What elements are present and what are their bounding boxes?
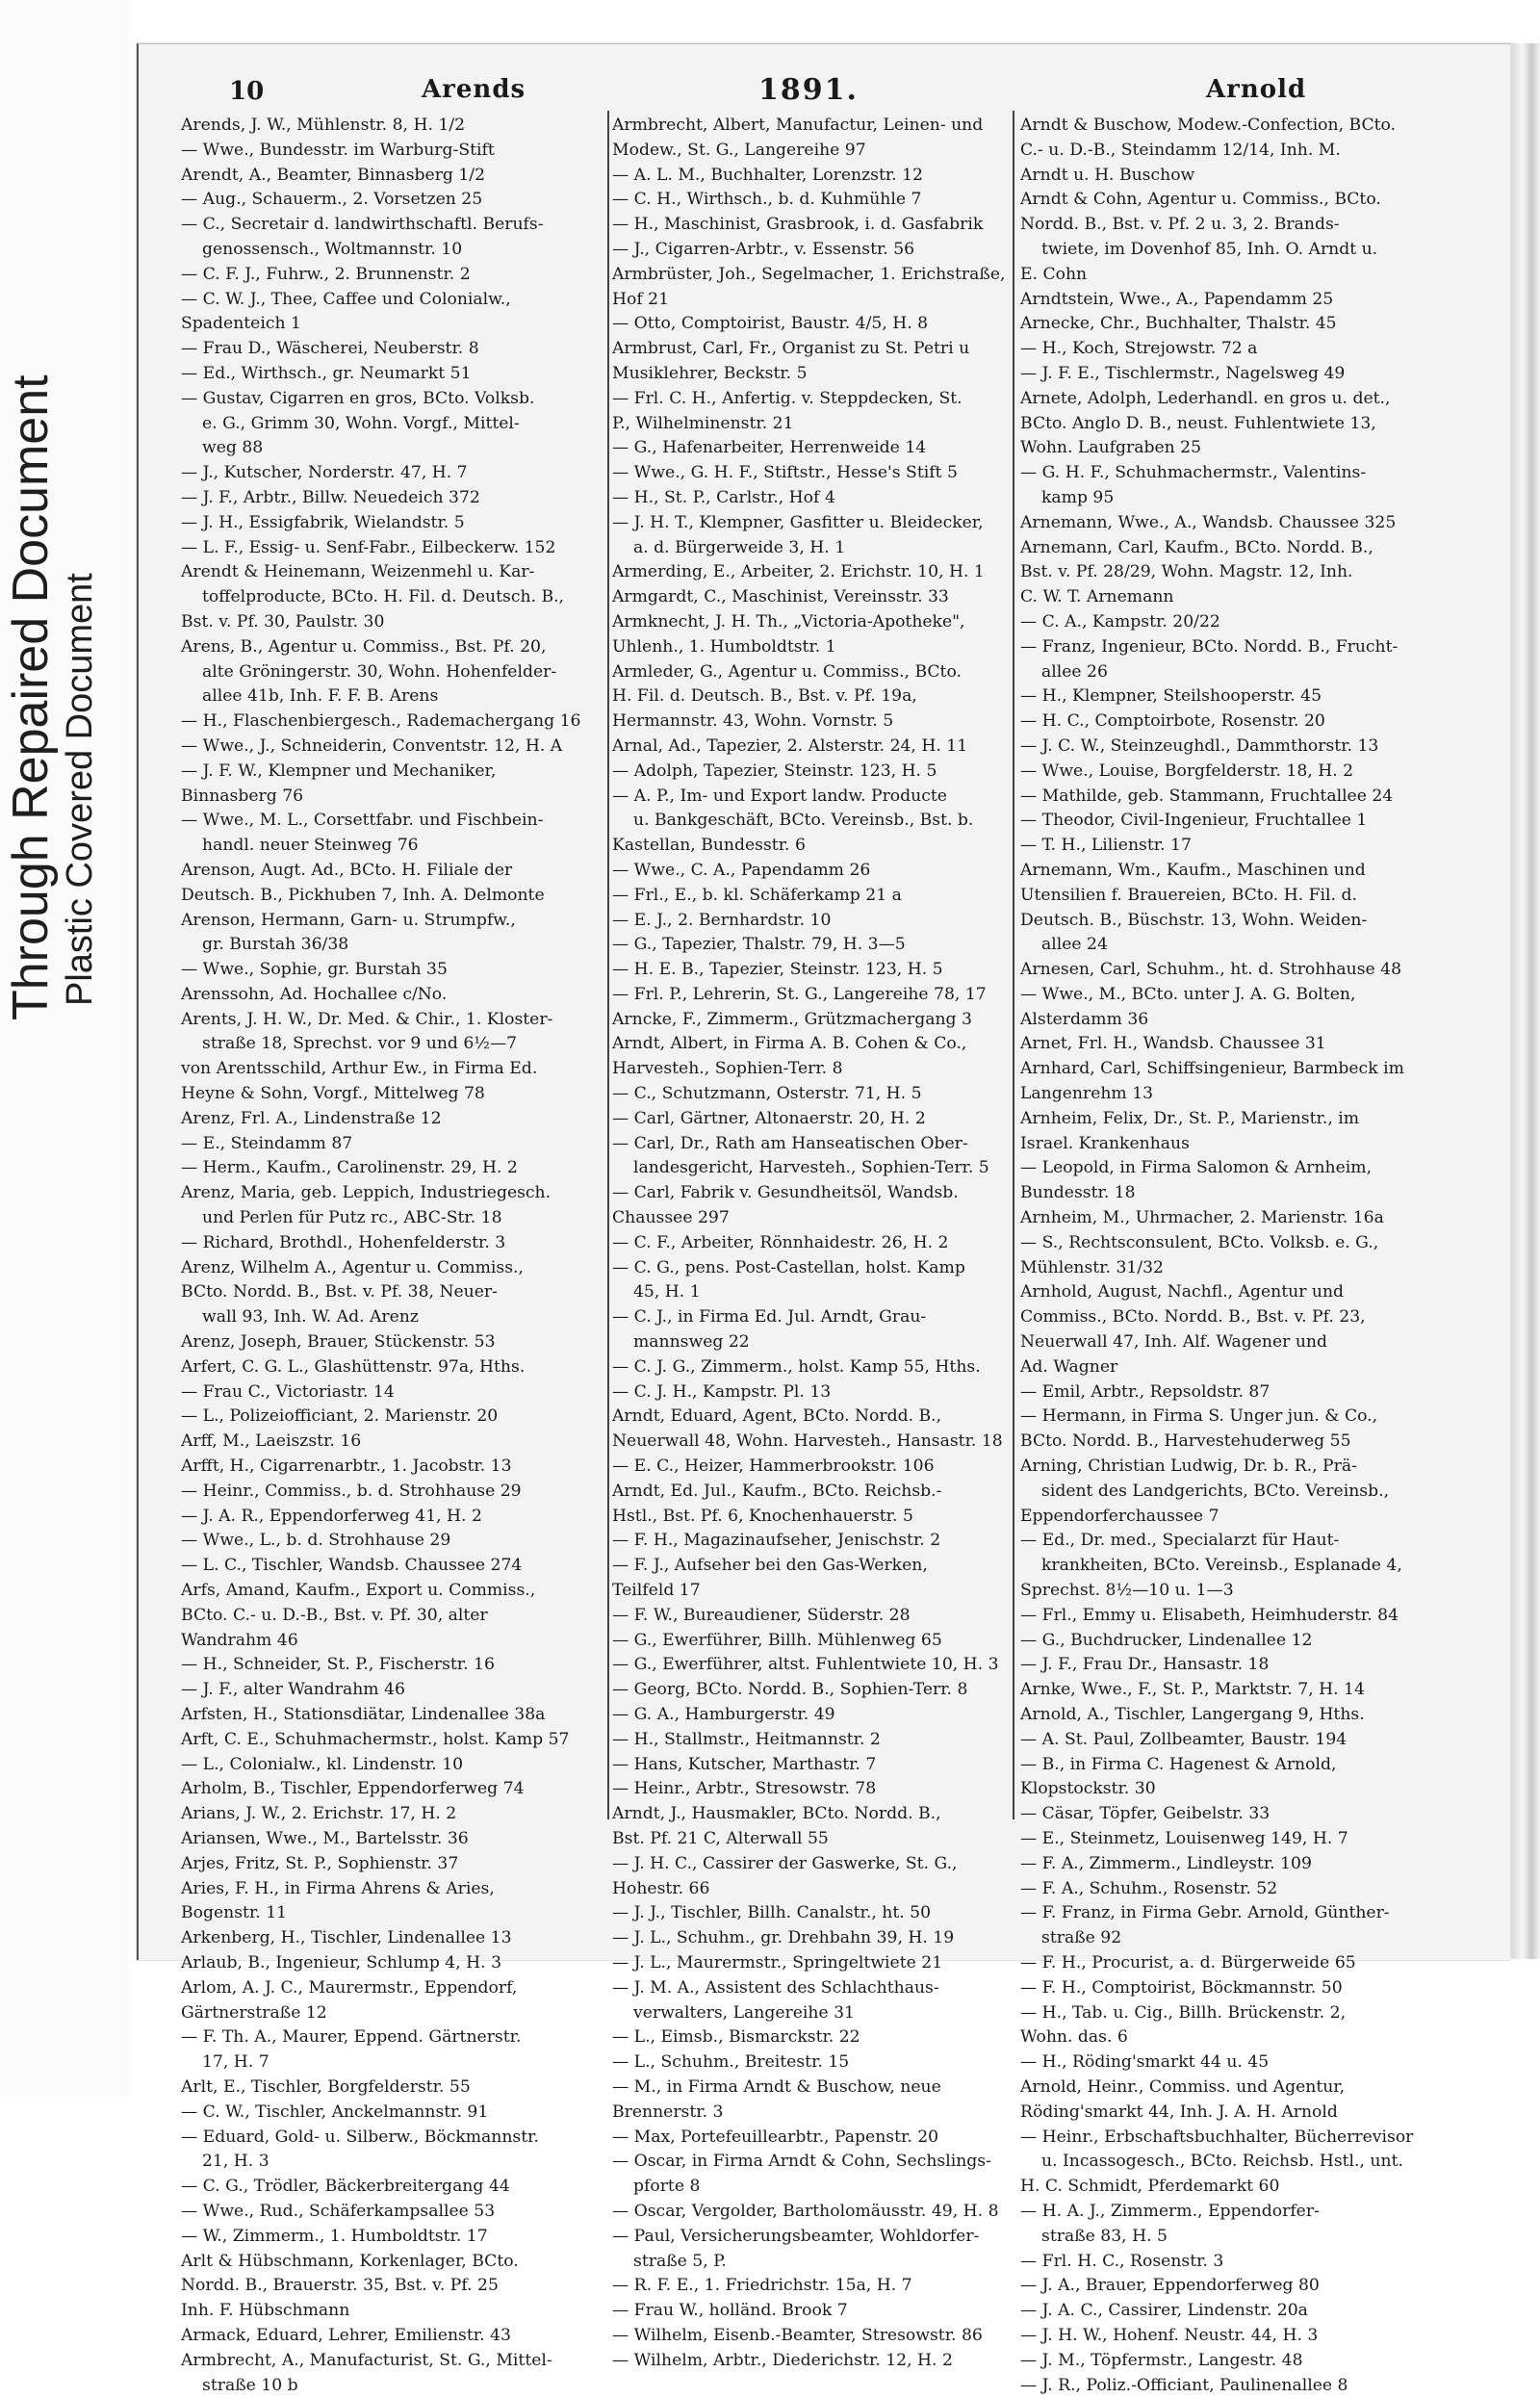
directory-entry-line: Bogenstr. 11: [181, 1903, 288, 1923]
directory-entry-line: — A. St. Paul, Zollbeamter, Baustr. 194: [1020, 1729, 1348, 1749]
directory-entry-line: — Hans, Kutscher, Marthastr. 7: [612, 1754, 877, 1774]
directory-entry-line: BCto. Nordd. B., Bst. v. Pf. 38, Neuer-: [181, 1282, 498, 1302]
directory-entry-line: Arnheim, M., Uhrmacher, 2. Marienstr. 16a: [1020, 1208, 1384, 1228]
directory-entry-line: Arends, J. W., Mühlenstr. 8, H. 1/2: [181, 116, 466, 135]
directory-entry-line: — J. F., alter Wandrahm 46: [181, 1680, 405, 1700]
directory-entry-line: — Frau C., Victoriastr. 14: [181, 1381, 395, 1402]
directory-entry-line: — H., Maschinist, Grasbrook, i. d. Gasfabrik: [612, 215, 984, 235]
directory-entry-line: Arnemann, Wwe., A., Wandsb. Chaussee 325: [1020, 512, 1397, 532]
directory-entry-line: — Frau D., Wäscherei, Neuberstr. 8: [181, 339, 479, 359]
directory-entry-line: Röding'smarkt 44, Inh. J. A. H. Arnold: [1020, 2101, 1338, 2122]
directory-entry-line: — J. F., Frau Dr., Hansastr. 18: [1020, 1655, 1270, 1675]
directory-entry-line: — H., Tab. u. Cig., Billh. Brückenstr. 2,: [1020, 2002, 1347, 2023]
directory-entry-line: — L., Eimsb., Bismarckstr. 22: [612, 2027, 860, 2048]
directory-entry-line: — Emil, Arbtr., Repsoldstr. 87: [1020, 1381, 1270, 1402]
directory-entry-line: — Wwe., Rud., Schäferkampsallee 53: [181, 2201, 496, 2221]
directory-entry-line: — J. C. W., Steinzeughdl., Dammthorstr. 13: [1020, 735, 1379, 756]
directory-entry-line: Uhlenh., 1. Humboldtstr. 1: [612, 636, 836, 657]
directory-entry-line: Musiklehrer, Beckstr. 5: [612, 363, 808, 383]
directory-entry-line: Ad. Wagner: [1020, 1356, 1118, 1377]
side-stamp-plastic: Plastic Covered Document: [60, 573, 100, 1006]
directory-entry-line: Arenz, Maria, geb. Leppich, Industriegesch.: [181, 1183, 552, 1203]
directory-entry-line: — C. J., in Firma Ed. Jul. Arndt, Grau-: [612, 1307, 927, 1328]
directory-entry-line: — J., Cigarren-Arbtr., v. Essenstr. 56: [612, 239, 915, 259]
directory-entry-line: — H., Koch, Strejowstr. 72 a: [1020, 339, 1258, 359]
directory-entry-line: — H., Flaschenbiergesch., Rademachergang 16: [181, 711, 581, 732]
directory-entry-line: allee 26: [1041, 661, 1108, 682]
directory-entry-line: — H., St. P., Carlstr., Hof 4: [612, 487, 835, 507]
directory-entry-line: — Gustav, Cigarren en gros, BCto. Volksb.: [181, 388, 535, 408]
directory-entry-line: Bst. Pf. 21 C, Alterwall 55: [612, 1828, 829, 1848]
directory-entry-line: — S., Rechtsconsulent, BCto. Volksb. e. G.,: [1020, 1232, 1379, 1252]
directory-entry-line: landesgericht, Harvesteh., Sophien-Terr. 5: [633, 1158, 989, 1178]
directory-entry-line: Arndt, Albert, in Firma A. B. Cohen & Co.,: [612, 1034, 967, 1054]
directory-entry-line: Arholm, B., Tischler, Eppendorferweg 74: [181, 1779, 525, 1799]
directory-entry-line: straße 92: [1041, 1928, 1122, 1948]
directory-entry-line: Arents, J. H. W., Dr. Med. & Chir., 1. Kloster-: [181, 1009, 553, 1029]
directory-entry-line: — L., Schuhm., Breitestr. 15: [612, 2052, 850, 2073]
directory-entry-line: Arncke, F., Zimmerm., Grützmachergang 3: [612, 1009, 972, 1029]
directory-entry-line: — Wwe., M. L., Corsettfabr. und Fischbein-: [181, 811, 544, 831]
directory-entry-line: Arendt & Heinemann, Weizenmehl u. Kar-: [181, 562, 535, 582]
directory-entry-line: Arndt & Cohn, Agentur u. Commiss., BCto.: [1020, 190, 1381, 210]
directory-entry-line: straße 5, P.: [633, 2251, 727, 2271]
scan-margin: [0, 0, 130, 2096]
directory-entry-line: Arnemann, Carl, Kaufm., BCto. Nordd. B.,: [1020, 537, 1373, 557]
directory-entry-line: Sprechst. 8½—10 u. 1—3: [1020, 1581, 1234, 1601]
directory-entry-line: Arndtstein, Wwe., A., Papendamm 25: [1020, 289, 1334, 309]
directory-entry-line: — F. Franz, in Firma Gebr. Arnold, Günther-: [1020, 1903, 1390, 1923]
directory-entry-line: Inh. F. Hübschmann: [181, 2301, 350, 2321]
page-edge: [1511, 43, 1540, 1959]
directory-entry-line: — Hermann, in Firma S. Unger jun. & Co.,: [1020, 1406, 1378, 1427]
directory-entry-line: Hermannstr. 43, Wohn. Vornstr. 5: [612, 711, 894, 732]
directory-entry-line: Arfert, C. G. L., Glashüttenstr. 97a, Hths.: [181, 1356, 526, 1377]
directory-entry-line: BCto. Nordd. B., Harvestehuderweg 55: [1020, 1431, 1351, 1452]
directory-entry-line: Nordd. B., Brauerstr. 35, Bst. v. Pf. 25: [181, 2276, 499, 2296]
directory-entry-line: Arnhard, Carl, Schiffsingenieur, Barmbeck im: [1020, 1059, 1404, 1079]
directory-entry-line: Gärtnerstraße 12: [181, 2002, 327, 2023]
directory-entry-line: allee 24: [1041, 935, 1108, 955]
directory-entry-line: — F. W., Bureaudiener, Süderstr. 28: [612, 1605, 911, 1625]
directory-entry-line: Mühlenstr. 31/32: [1020, 1257, 1164, 1277]
directory-entry-line: e. G., Grimm 30, Wohn. Vorgf., Mittel-: [202, 413, 520, 433]
directory-entry-line: u. Bankgeschäft, BCto. Vereinsb., Bst. b.: [633, 811, 974, 831]
directory-entry-line: Heyne & Sohn, Vorgf., Mittelweg 78: [181, 1084, 485, 1104]
directory-entry-line: — J. J., Tischler, Billh. Canalstr., ht. 50: [612, 1903, 932, 1923]
directory-entry-line: — Frl., E., b. kl. Schäferkamp 21 a: [612, 885, 902, 905]
directory-entry-line: — H., Klempner, Steilshooperstr. 45: [1020, 686, 1322, 707]
directory-entry-line: — C. W. J., Thee, Caffee und Colonialw.,: [181, 289, 511, 309]
directory-entry-line: Armbrüster, Joh., Segelmacher, 1. Erichstraße,: [612, 264, 1006, 284]
directory-entry-line: — J. H. W., Hohenf. Neustr. 44, H. 3: [1020, 2325, 1319, 2345]
directory-entry-line: Arft, C. E., Schuhmachermstr., holst. Kamp 57: [181, 1729, 570, 1749]
directory-entry-line: Armbrecht, A., Manufacturist, St. G., Mittel-: [181, 2350, 552, 2370]
directory-entry-line: — H., Stallmstr., Heitmannstr. 2: [612, 1729, 881, 1749]
directory-entry-line: Arff, M., Laeiszstr. 16: [181, 1431, 362, 1452]
directory-entry-line: — H. A. J., Zimmerm., Eppendorfer-: [1020, 2201, 1320, 2221]
directory-entry-line: Langenrehm 13: [1020, 1084, 1154, 1104]
directory-entry-line: Brennerstr. 3: [612, 2101, 724, 2122]
directory-entry-line: — H. E. B., Tapezier, Steinstr. 123, H. 5: [612, 960, 943, 980]
directory-column-3: [1020, 114, 1450, 2395]
directory-entry-line: Armleder, G., Agentur u. Commiss., BCto.: [612, 661, 962, 682]
directory-entry-line: — F. H., Comptoirist, Böckmannstr. 50: [1020, 1977, 1343, 1998]
directory-entry-line: Arenson, Augt. Ad., BCto. H. Filiale der: [181, 860, 513, 880]
directory-entry-line: — G., Ewerführer, Billh. Mühlenweg 65: [612, 1630, 942, 1650]
directory-entry-line: Arlt & Hübschmann, Korkenlager, BCto.: [181, 2251, 519, 2271]
directory-entry-line: BCto. C.- u. D.-B., Bst. v. Pf. 30, alter: [181, 1605, 488, 1625]
directory-entry-line: — Aug., Schauerm., 2. Vorsetzen 25: [181, 190, 483, 210]
directory-entry-line: und Perlen für Putz rc., ABC-Str. 18: [202, 1208, 502, 1228]
directory-entry-line: — L., Polizeiofficiant, 2. Marienstr. 20: [181, 1406, 499, 1427]
directory-entry-line: Arnheim, Felix, Dr., St. P., Marienstr., im: [1020, 1108, 1360, 1128]
directory-entry-line: 17, H. 7: [202, 2052, 270, 2073]
directory-entry-line: — G., Tapezier, Thalstr. 79, H. 3—5: [612, 935, 906, 955]
directory-entry-line: Arenz, Joseph, Brauer, Stückenstr. 53: [181, 1332, 496, 1353]
directory-entry-line: — F. H., Magazinaufseher, Jenischstr. 2: [612, 1531, 941, 1551]
directory-entry-line: Hof 21: [612, 289, 670, 309]
directory-entry-line: P., Wilhelminenstr. 21: [612, 413, 794, 433]
directory-entry-line: — Wwe., Bundesstr. im Warburg-Stift: [181, 140, 495, 160]
directory-entry-line: Israel. Krankenhaus: [1020, 1133, 1190, 1153]
directory-entry-line: Arnke, Wwe., F., St. P., Marktstr. 7, H. 14: [1020, 1680, 1365, 1700]
directory-entry-line: — A. P., Im- und Export landw. Producte: [612, 786, 947, 806]
directory-entry-line: Deutsch. B., Pickhuben 7, Inh. A. Delmonte: [181, 885, 545, 905]
directory-entry-line: — H., Röding'smarkt 44 u. 45: [1020, 2052, 1270, 2073]
directory-entry-line: 21, H. 3: [202, 2152, 270, 2172]
directory-column-1: [181, 114, 604, 2395]
directory-entry-line: Arjes, Fritz, St. P., Sophienstr. 37: [181, 1853, 459, 1873]
directory-entry-line: — G. A., Hamburgerstr. 49: [612, 1705, 835, 1724]
directory-entry-line: Arlaub, B., Ingenieur, Schlump 4, H. 3: [181, 1952, 501, 1973]
directory-entry-line: Aries, F. H., in Firma Ahrens & Aries,: [181, 1878, 495, 1898]
directory-entry-line: straße 83, H. 5: [1041, 2226, 1168, 2246]
directory-entry-line: — Oscar, Vergolder, Bartholomäusstr. 49, H. 8: [612, 2201, 999, 2221]
directory-entry-line: — Frl., Emmy u. Elisabeth, Heimhuderstr. 84: [1020, 1605, 1399, 1625]
directory-entry-line: — Carl, Fabrik v. Gesundheitsöl, Wandsb.: [612, 1183, 959, 1203]
directory-entry-line: — E. J., 2. Bernhardstr. 10: [612, 910, 832, 930]
directory-entry-line: straße 10 b: [202, 2375, 298, 2395]
directory-entry-line: Arkenberg, H., Tischler, Lindenallee 13: [181, 1928, 512, 1948]
directory-entry-line: — C. F. J., Fuhrw., 2. Brunnenstr. 2: [181, 264, 471, 284]
directory-entry-line: Modew., St. G., Langereihe 97: [612, 140, 866, 160]
directory-entry-line: Arnhold, August, Nachfl., Agentur und: [1020, 1282, 1345, 1302]
directory-entry-line: — Frau W., holländ. Brook 7: [612, 2301, 848, 2321]
directory-entry-line: Hstl., Bst. Pf. 6, Knochenhauerstr. 5: [612, 1506, 913, 1526]
directory-entry-line: Teilfeld 17: [612, 1581, 701, 1601]
directory-entry-line: genossensch., Woltmannstr. 10: [202, 239, 463, 259]
directory-entry-line: Chaussee 297: [612, 1208, 730, 1228]
directory-entry-line: 45, H. 1: [633, 1282, 701, 1302]
directory-entry-line: — Frl. C. H., Anfertig. v. Steppdecken, St.: [612, 388, 962, 408]
directory-entry-line: Armerding, E., Arbeiter, 2. Erichstr. 10, H. 1: [612, 562, 985, 582]
directory-entry-line: Armack, Eduard, Lehrer, Emilienstr. 43: [181, 2325, 511, 2345]
directory-entry-line: — L. F., Essig- u. Senf-Fabr., Eilbeckerw. 152: [181, 537, 556, 557]
directory-entry-line: — F. A., Zimmerm., Lindleystr. 109: [1020, 1853, 1312, 1873]
directory-entry-line: sident des Landgerichts, BCto. Vereinsb.,: [1041, 1481, 1390, 1501]
directory-entry-line: Arfs, Amand, Kaufm., Export u. Commiss.,: [181, 1581, 536, 1601]
directory-entry-line: krankheiten, BCto. Vereinsb., Esplanade 4,: [1041, 1556, 1402, 1576]
directory-entry-line: — Wwe., Sophie, gr. Burstah 35: [181, 960, 448, 980]
directory-entry-line: verwalters, Langereihe 31: [633, 2002, 855, 2023]
directory-entry-line: Arndt u. H. Buschow: [1020, 165, 1195, 185]
directory-entry-line: Utensilien f. Brauereien, BCto. H. Fil. d.: [1020, 885, 1357, 905]
directory-entry-line: — J. M., Töpfermstr., Langestr. 48: [1020, 2350, 1303, 2370]
directory-entry-line: — J. A. C., Cassirer, Lindenstr. 20a: [1020, 2301, 1308, 2321]
directory-entry-line: E. Cohn: [1020, 264, 1088, 284]
directory-entry-line: weg 88: [202, 438, 264, 458]
directory-entry-line: — R. F. E., 1. Friedrichstr. 15a, H. 7: [612, 2276, 912, 2296]
directory-entry-line: Arnete, Adolph, Lederhandl. en gros u. det.,: [1020, 388, 1391, 408]
side-stamp-repaired: Through Repaired Document: [3, 374, 59, 1020]
directory-entry-line: — G., Hafenarbeiter, Herrenweide 14: [612, 438, 927, 458]
directory-entry-line: u. Incassogesch., BCto. Reichsb. Hstl., unt.: [1041, 2152, 1403, 2172]
directory-entry-line: C. W. T. Arnemann: [1020, 587, 1174, 607]
directory-entry-line: — J. H. C., Cassirer der Gaswerke, St. G.,: [612, 1853, 958, 1873]
directory-entry-line: Arfsten, H., Stationsdiätar, Lindenallee 38a: [181, 1705, 546, 1724]
directory-entry-line: — J. F., Arbtr., Billw. Neuedeich 372: [181, 487, 480, 507]
directory-entry-line: — Adolph, Tapezier, Steinstr. 123, H. 5: [612, 761, 937, 781]
directory-entry-line: Arenz, Wilhelm A., Agentur u. Commiss.,: [181, 1257, 524, 1277]
directory-entry-line: Bst. v. Pf. 30, Paulstr. 30: [181, 611, 385, 632]
directory-entry-line: — E., Steinmetz, Louisenweg 149, H. 7: [1020, 1828, 1348, 1848]
directory-entry-line: — Wilhelm, Eisenb.-Beamter, Stresowstr. 86: [612, 2325, 983, 2345]
directory-entry-line: a. d. Bürgerweide 3, H. 1: [633, 537, 846, 557]
directory-column-2: [612, 114, 1032, 2370]
directory-entry-line: — Theodor, Civil-Ingenieur, Fruchtallee 1: [1020, 811, 1368, 831]
directory-entry-line: — W., Zimmerm., 1. Humboldtstr. 17: [181, 2226, 488, 2246]
directory-entry-line: — Wwe., G. H. F., Stiftstr., Hesse's Stift 5: [612, 463, 958, 483]
directory-entry-line: — J., Kutscher, Norderstr. 47, H. 7: [181, 463, 468, 483]
directory-entry-line: — G. H. F., Schuhmachermstr., Valentins-: [1020, 463, 1367, 483]
directory-entry-line: toffelproducte, BCto. H. Fil. d. Deutsch. B.,: [202, 587, 565, 607]
directory-entry-line: — Oscar, in Firma Arndt & Cohn, Sechslings-: [612, 2152, 991, 2172]
header-year: 1891.: [758, 73, 859, 107]
directory-entry-line: Armknecht, J. H. Th., „Victoria-Apotheke",: [612, 611, 965, 632]
directory-entry-line: — E. C., Heizer, Hammerbrookstr. 106: [612, 1457, 935, 1477]
directory-entry-line: — M., in Firma Arndt & Buschow, neue: [612, 2076, 941, 2097]
directory-entry-line: — Mathilde, geb. Stammann, Fruchtallee 24: [1020, 786, 1394, 806]
directory-entry-line: — C. H., Wirthsch., b. d. Kuhmühle 7: [612, 190, 922, 210]
directory-entry-line: Klopstockstr. 30: [1020, 1779, 1156, 1799]
directory-entry-line: Bundesstr. 18: [1020, 1183, 1136, 1203]
directory-entry-line: Kastellan, Bundesstr. 6: [612, 836, 806, 856]
directory-entry-line: — Paul, Versicherungsbeamter, Wohldorfer-: [612, 2226, 980, 2246]
directory-entry-line: — H., Schneider, St. P., Fischerstr. 16: [181, 1655, 495, 1675]
directory-entry-line: Arens, B., Agentur u. Commiss., Bst. Pf. 20,: [181, 636, 547, 657]
directory-entry-line: Arnesen, Carl, Schuhm., ht. d. Strohhause 48: [1020, 960, 1402, 980]
directory-entry-line: — F. J., Aufseher bei den Gas-Werken,: [612, 1556, 928, 1576]
directory-entry-line: handl. neuer Steinweg 76: [202, 836, 419, 856]
directory-entry-line: — Georg, BCto. Nordd. B., Sophien-Terr. 8: [612, 1680, 968, 1700]
directory-entry-line: — C. F., Arbeiter, Rönnhaidestr. 26, H. 2: [612, 1232, 949, 1252]
directory-entry-line: — Max, Portefeuillearbtr., Papenstr. 20: [612, 2127, 939, 2147]
directory-entry-line: Armbrust, Carl, Fr., Organist zu St. Petri u: [612, 339, 970, 359]
directory-entry-line: twiete, im Dovenhof 85, Inh. O. Arndt u.: [1041, 239, 1378, 259]
directory-entry-line: — F. H., Procurist, a. d. Bürgerweide 65: [1020, 1952, 1356, 1973]
directory-entry-line: Arning, Christian Ludwig, Dr. b. R., Prä-: [1020, 1457, 1357, 1477]
directory-entry-line: — C. J. H., Kampstr. Pl. 13: [612, 1381, 832, 1402]
directory-entry-line: — G., Buchdrucker, Lindenallee 12: [1020, 1630, 1313, 1650]
directory-entry-line: — H. C., Comptoirbote, Rosenstr. 20: [1020, 711, 1325, 732]
directory-entry-line: Arndt, J., Hausmakler, BCto. Nordd. B.,: [612, 1804, 941, 1824]
directory-entry-line: — Wilhelm, Arbtr., Diederichstr. 12, H. 2: [612, 2350, 953, 2370]
directory-entry-line: Wohn. Laufgraben 25: [1020, 438, 1202, 458]
directory-entry-line: — Wwe., J., Schneiderin, Conventstr. 12, H. A: [181, 735, 563, 756]
directory-entry-line: Eppendorferchaussee 7: [1020, 1506, 1219, 1526]
directory-entry-line: Arnemann, Wm., Kaufm., Maschinen und: [1020, 860, 1366, 880]
directory-entry-line: — C., Secretair d. landwirthschaftl. Berufs-: [181, 215, 544, 235]
directory-entry-line: — Otto, Comptoirist, Baustr. 4/5, H. 8: [612, 314, 929, 334]
directory-entry-line: H. C. Schmidt, Pferdemarkt 60: [1020, 2177, 1280, 2197]
directory-entry-line: Arlom, A. J. C., Maurermstr., Eppendorf,: [181, 1977, 518, 1998]
directory-entry-line: — B., in Firma C. Hagenest & Arnold,: [1020, 1754, 1337, 1774]
page-header: [229, 67, 1399, 106]
directory-entry-line: Wandrahm 46: [181, 1630, 298, 1650]
directory-entry-line: — J. F. W., Klempner und Mechaniker,: [181, 761, 497, 781]
directory-entry-line: — Heinr., Commiss., b. d. Strohhause 29: [181, 1481, 522, 1501]
directory-entry-line: Harvesteh., Sophien-Terr. 8: [612, 1059, 843, 1079]
directory-entry-line: Binnasberg 76: [181, 786, 304, 806]
directory-entry-line: alte Gröningerstr. 30, Wohn. Hohenfelder-: [202, 661, 557, 682]
directory-entry-line: — Wwe., Louise, Borgfelderstr. 18, H. 2: [1020, 761, 1354, 781]
directory-entry-line: Arenssohn, Ad. Hochallee c/No.: [181, 984, 448, 1004]
directory-entry-line: Hohestr. 66: [612, 1878, 710, 1898]
directory-entry-line: — C. G., Trödler, Bäckerbreitergang 44: [181, 2177, 510, 2197]
directory-entry-line: — E., Steindamm 87: [181, 1133, 353, 1153]
directory-entry-line: — Eduard, Gold- u. Silberw., Böckmannstr.: [181, 2127, 539, 2147]
directory-entry-line: — Frl. H. C., Rosenstr. 3: [1020, 2251, 1224, 2271]
directory-entry-line: — Heinr., Erbschaftsbuchhalter, Bücherrevisor: [1020, 2127, 1414, 2147]
directory-entry-line: — Wwe., L., b. d. Strohhause 29: [181, 1531, 451, 1551]
directory-entry-line: — Cäsar, Töpfer, Geibelstr. 33: [1020, 1804, 1270, 1824]
directory-entry-line: Arnold, Heinr., Commiss. und Agentur,: [1020, 2076, 1346, 2097]
directory-entry-line: — Franz, Ingenieur, BCto. Nordd. B., Frucht-: [1020, 636, 1399, 657]
directory-entry-line: — J. L., Schuhm., gr. Drehbahn 39, H. 19: [612, 1928, 955, 1948]
directory-entry-line: Commiss., BCto. Nordd. B., Bst. v. Pf. 23,: [1020, 1307, 1366, 1328]
directory-entry-line: mannsweg 22: [633, 1332, 750, 1353]
directory-entry-line: — G., Ewerführer, altst. Fuhlentwiete 10, H. 3: [612, 1655, 999, 1675]
directory-entry-line: — Carl, Dr., Rath am Hanseatischen Ober-: [612, 1133, 968, 1153]
directory-entry-line: — J. M. A., Assistent des Schlachthaus-: [612, 1977, 939, 1998]
directory-entry-line: Arndt & Buschow, Modew.-Confection, BCto.: [1020, 116, 1397, 135]
directory-entry-line: Ariansen, Wwe., M., Bartelsstr. 36: [181, 1828, 469, 1848]
directory-entry-line: Arnal, Ad., Tapezier, 2. Alsterstr. 24, H. 11: [612, 735, 968, 756]
directory-entry-line: — J. H. T., Klempner, Gasfitter u. Bleidecker,: [612, 512, 984, 532]
directory-entry-line: — Heinr., Arbtr., Stresowstr. 78: [612, 1779, 877, 1799]
directory-entry-line: — J. A., Brauer, Eppendorferweg 80: [1020, 2276, 1320, 2296]
directory-entry-line: straße 18, Sprechst. vor 9 und 6½—7: [202, 1034, 518, 1054]
directory-entry-line: Armbrecht, Albert, Manufactur, Leinen- und: [612, 116, 984, 135]
directory-entry-line: Arians, J. W., 2. Erichstr. 17, H. 2: [181, 1804, 457, 1824]
directory-entry-line: — Frl. P., Lehrerin, St. G., Langereihe 78, 17: [612, 984, 987, 1004]
directory-entry-line: Arnold, A., Tischler, Langergang 9, Hths.: [1020, 1705, 1365, 1724]
directory-entry-line: Arnecke, Chr., Buchhalter, Thalstr. 45: [1020, 314, 1337, 334]
column-rule: [607, 111, 609, 1819]
directory-entry-line: — C. W., Tischler, Anckelmannstr. 91: [181, 2101, 489, 2122]
directory-entry-line: H. Fil. d. Deutsch. B., Bst. v. Pf. 19a,: [612, 686, 917, 707]
directory-entry-line: — J. H., Essigfabrik, Wielandstr. 5: [181, 512, 465, 532]
directory-entry-line: kamp 95: [1041, 487, 1115, 507]
header-left-keyword: Arends: [422, 75, 526, 104]
directory-entry-line: Arenz, Frl. A., Lindenstraße 12: [181, 1108, 442, 1128]
directory-entry-line: — Richard, Brothdl., Hohenfelderstr. 3: [181, 1232, 506, 1252]
directory-entry-line: wall 93, Inh. W. Ad. Arenz: [202, 1307, 419, 1328]
directory-entry-line: BCto. Anglo D. B., neust. Fuhlentwiete 13,: [1020, 413, 1376, 433]
directory-entry-line: Spadenteich 1: [181, 314, 301, 334]
directory-entry-line: Arendt, A., Beamter, Binnasberg 1/2: [181, 165, 486, 185]
directory-entry-line: Alsterdamm 36: [1020, 1009, 1149, 1029]
directory-entry-line: pforte 8: [633, 2177, 701, 2197]
directory-entry-line: — F. Th. A., Maurer, Eppend. Gärtnerstr.: [181, 2027, 522, 2048]
directory-entry-line: Neuerwall 47, Inh. Alf. Wagener und: [1020, 1332, 1327, 1353]
directory-entry-line: — F. A., Schuhm., Rosenstr. 52: [1020, 1878, 1278, 1898]
directory-entry-line: — T. H., Lilienstr. 17: [1020, 836, 1192, 856]
directory-entry-line: — A. L. M., Buchhalter, Lorenzstr. 12: [612, 165, 923, 185]
header-right-keyword: Arnold: [1206, 75, 1307, 104]
directory-entry-line: — Ed., Dr. med., Specialarzt für Haut-: [1020, 1531, 1340, 1551]
directory-entry-line: Arndt, Eduard, Agent, BCto. Nordd. B.,: [612, 1406, 942, 1427]
directory-entry-line: — Leopold, in Firma Salomon & Arnheim,: [1020, 1158, 1373, 1178]
directory-entry-line: C.- u. D.-B., Steindamm 12/14, Inh. M.: [1020, 140, 1341, 160]
directory-entry-line: von Arentsschild, Arthur Ew., in Firma Ed.: [181, 1059, 538, 1079]
page-number: 10: [229, 77, 265, 106]
directory-entry-line: — J. L., Maurermstr., Springeltwiete 21: [612, 1952, 943, 1973]
directory-entry-line: — L. C., Tischler, Wandsb. Chaussee 274: [181, 1556, 523, 1576]
directory-entry-line: — Herm., Kaufm., Carolinenstr. 29, H. 2: [181, 1158, 518, 1178]
directory-entry-line: — L., Colonialw., kl. Lindenstr. 10: [181, 1754, 464, 1774]
directory-entry-line: — Wwe., C. A., Papendamm 26: [612, 860, 871, 880]
directory-entry-line: allee 41b, Inh. F. F. B. Arens: [202, 686, 439, 707]
directory-entry-line: — Wwe., M., BCto. unter J. A. G. Bolten,: [1020, 984, 1356, 1004]
directory-entry-line: Neuerwall 48, Wohn. Harvesteh., Hansastr. 18: [612, 1431, 1003, 1452]
directory-entry-line: Arfft, H., Cigarrenarbtr., 1. Jacobstr. 13: [181, 1457, 512, 1477]
directory-entry-line: — Carl, Gärtner, Altonaerstr. 20, H. 2: [612, 1108, 926, 1128]
directory-entry-line: Wohn. das. 6: [1020, 2027, 1128, 2048]
directory-entry-line: — Ed., Wirthsch., gr. Neumarkt 51: [181, 363, 472, 383]
directory-entry-line: Nordd. B., Bst. v. Pf. 2 u. 3, 2. Brands-: [1020, 215, 1340, 235]
directory-entry-line: Arndt, Ed. Jul., Kaufm., BCto. Reichsb.-: [612, 1481, 942, 1501]
directory-entry-line: — C. G., pens. Post-Castellan, holst. Kamp: [612, 1257, 965, 1277]
directory-entry-line: — C. A., Kampstr. 20/22: [1020, 611, 1220, 632]
directory-entry-line: Deutsch. B., Büschstr. 13, Wohn. Weiden-: [1020, 910, 1368, 930]
directory-entry-line: Arnet, Frl. H., Wandsb. Chaussee 31: [1020, 1034, 1326, 1054]
directory-entry-line: — C., Schutzmann, Osterstr. 71, H. 5: [612, 1084, 922, 1104]
directory-entry-line: — J. R., Poliz.-Officiant, Paulinenallee 8: [1020, 2375, 1348, 2395]
directory-entry-line: — J. A. R., Eppendorferweg 41, H. 2: [181, 1506, 482, 1526]
directory-entry-line: — C. J. G., Zimmerm., holst. Kamp 55, Hths.: [612, 1356, 981, 1377]
directory-entry-line: — J. F. E., Tischlermstr., Nagelsweg 49: [1020, 363, 1346, 383]
directory-entry-line: Armgardt, C., Maschinist, Vereinsstr. 33: [612, 587, 949, 607]
directory-entry-line: Bst. v. Pf. 28/29, Wohn. Magstr. 12, Inh.: [1020, 562, 1353, 582]
directory-entry-line: gr. Burstah 36/38: [202, 935, 349, 955]
directory-entry-line: Arlt, E., Tischler, Borgfelderstr. 55: [181, 2076, 471, 2097]
directory-entry-line: Arenson, Hermann, Garn- u. Strumpfw.,: [181, 910, 516, 930]
